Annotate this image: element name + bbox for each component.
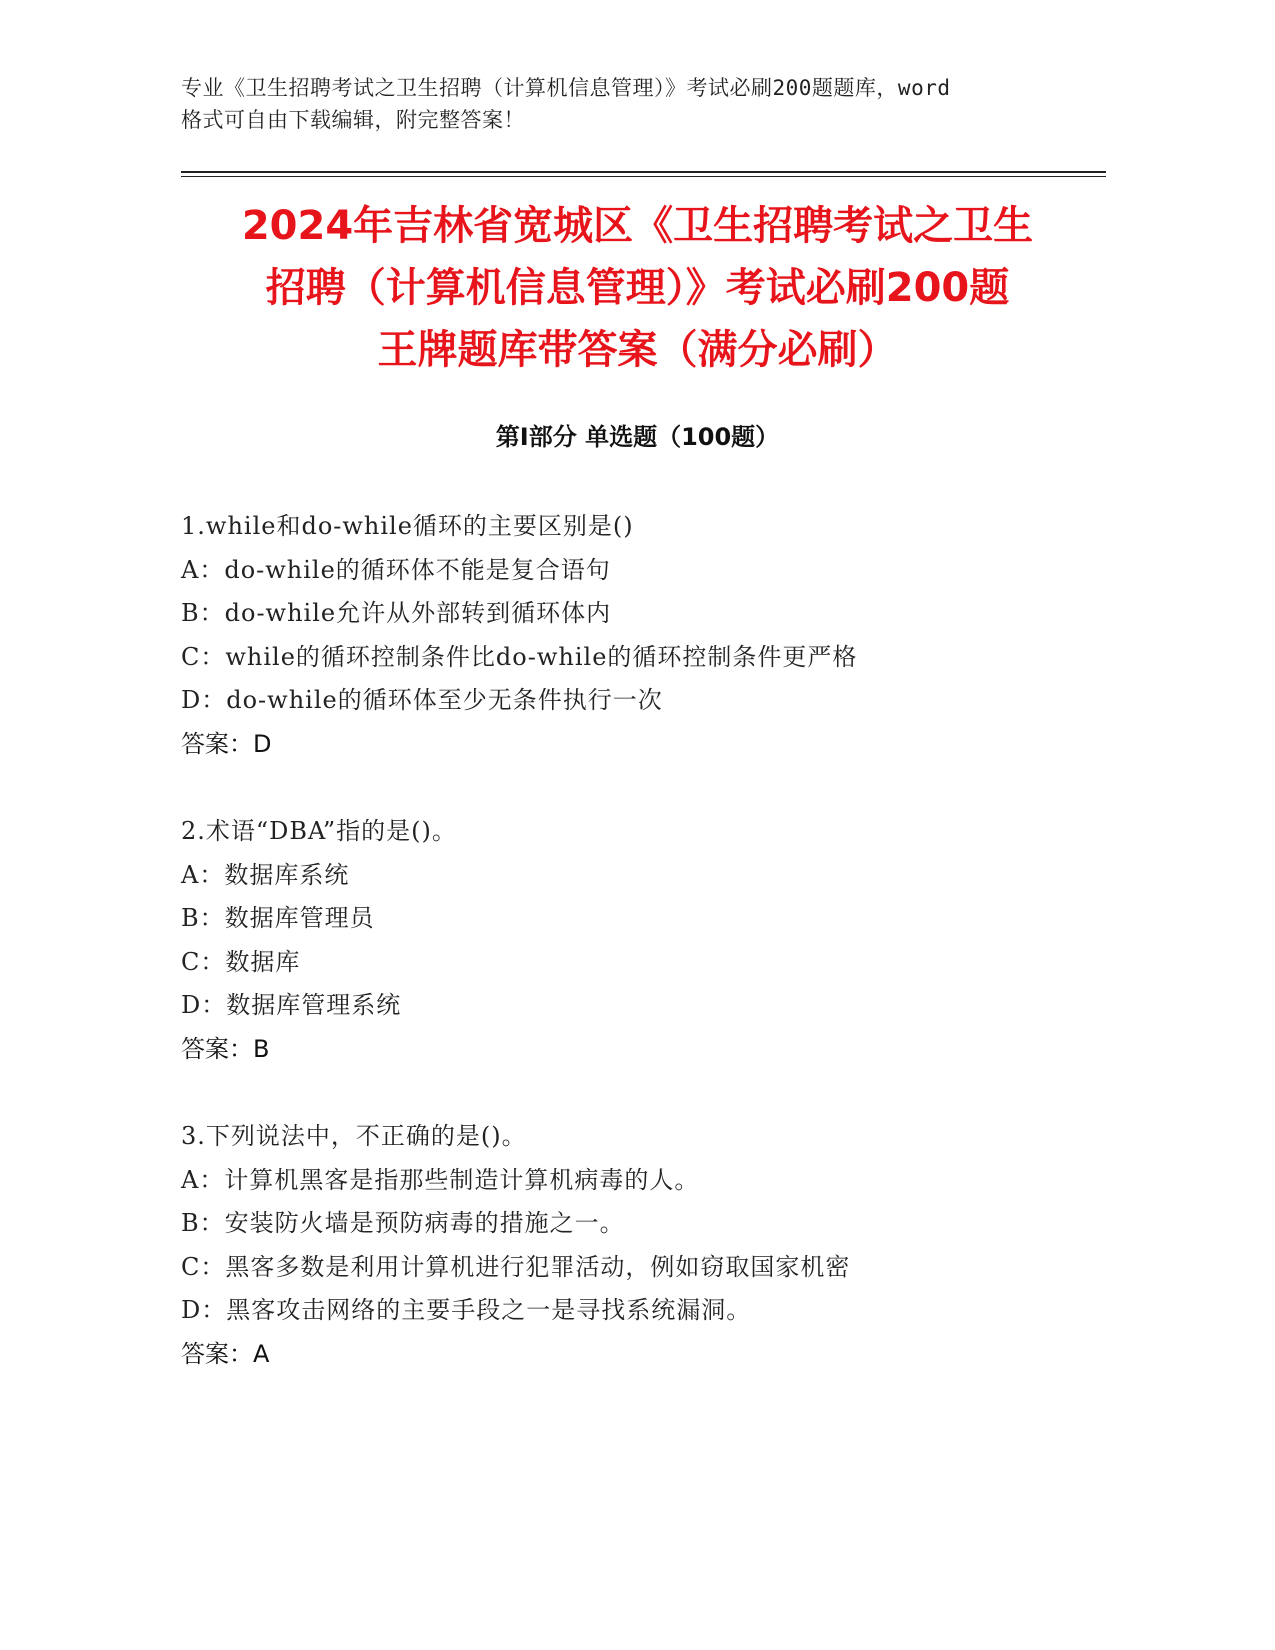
header-divider-thin bbox=[181, 176, 1106, 177]
document-title-line-3: 王牌题库带答案（满分必刷） bbox=[377, 327, 898, 373]
option-b: B：do-while允许从外部转到循环体内 bbox=[181, 599, 612, 627]
header-divider-thick bbox=[181, 171, 1106, 173]
option-d: D：do-while的循环体至少无条件执行一次 bbox=[181, 686, 663, 714]
document-title-line-1: 2024年吉林省宽城区《卫生招聘考试之卫生 bbox=[241, 203, 1034, 249]
question-stem: 2.术语“DBA”指的是()。 bbox=[181, 817, 457, 845]
header-note-line-2: 格式可自由下载编辑，附完整答案！ bbox=[181, 108, 525, 132]
option-b: B：数据库管理员 bbox=[181, 904, 375, 932]
answer-line: 答案：D bbox=[181, 729, 272, 758]
header-note bbox=[181, 72, 1081, 136]
section-title: 第Ⅰ部分 单选题（100题） bbox=[495, 423, 780, 451]
question-stem: 1.while和do-while循环的主要区别是() bbox=[181, 512, 634, 540]
answer-line: 答案：B bbox=[181, 1034, 270, 1063]
option-a: A：数据库系统 bbox=[181, 860, 350, 889]
option-c: C：while的循环控制条件比do-while的循环控制条件更严格 bbox=[181, 642, 858, 671]
header-note-line-1: 专业《卫生招聘考试之卫生招聘（计算机信息管理）》考试必刷200题题库，word bbox=[181, 76, 951, 100]
option-c: C：黑客多数是利用计算机进行犯罪活动，例如窃取国家机密 bbox=[181, 1252, 851, 1281]
option-b: B：安装防火墙是预防病毒的措施之一。 bbox=[181, 1209, 625, 1237]
option-a: A：do-while的循环体不能是复合语句 bbox=[181, 555, 611, 584]
question-stem: 3.下列说法中，不正确的是()。 bbox=[181, 1122, 527, 1150]
question-block bbox=[181, 810, 1081, 1071]
option-d: D：数据库管理系统 bbox=[181, 991, 402, 1019]
question-block bbox=[181, 505, 1081, 766]
option-c: C：数据库 bbox=[181, 947, 301, 976]
answer-line: 答案：A bbox=[181, 1339, 270, 1368]
question-block bbox=[181, 1115, 1081, 1376]
document-title-line-2: 招聘（计算机信息管理）》考试必刷200题 bbox=[265, 265, 1010, 311]
option-d: D：黑客攻击网络的主要手段之一是寻找系统漏洞。 bbox=[181, 1296, 752, 1324]
option-a: A：计算机黑客是指那些制造计算机病毒的人。 bbox=[181, 1165, 700, 1194]
document-title bbox=[150, 195, 1125, 381]
